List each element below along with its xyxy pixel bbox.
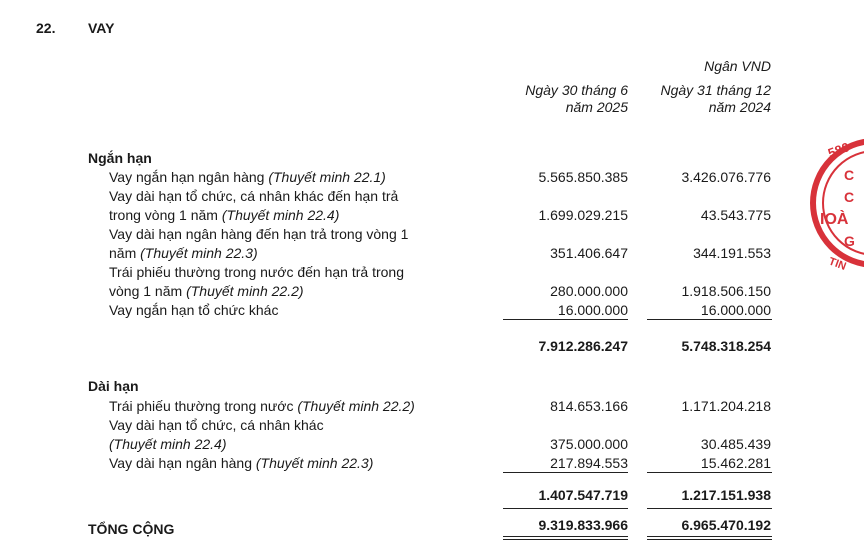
table-cell-value: 1.918.506.150 — [681, 283, 771, 299]
col2-header-line1: Ngày 31 tháng 12 — [660, 82, 771, 98]
long-term-total: 1.217.151.938 — [681, 487, 771, 503]
subtotal-rule — [503, 319, 628, 320]
table-cell-value: 375.000.000 — [550, 436, 628, 452]
table-row-label: Vay ngắn hạn tổ chức khác — [109, 302, 279, 318]
svg-text:C: C — [844, 167, 855, 183]
svg-text:TIN: TIN — [826, 255, 848, 273]
col1-header-line2: năm 2025 — [565, 99, 628, 115]
table-row-label: Vay ngắn hạn ngân hàng (Thuyết minh 22.1) — [109, 169, 386, 185]
total-rule — [503, 508, 628, 509]
short-term-total: 7.912.286.247 — [538, 338, 628, 354]
long-term-total: 1.407.547.719 — [538, 487, 628, 503]
table-cell-value: 344.191.553 — [693, 245, 771, 261]
company-seal-stamp — [800, 118, 864, 298]
table-row-label: vòng 1 năm (Thuyết minh 22.2) — [109, 283, 304, 299]
subtotal-rule — [503, 472, 628, 473]
short-term-total: 5.748.318.254 — [681, 338, 771, 354]
subtotal-rule — [647, 319, 772, 320]
table-row-label: Vay dài hạn tổ chức, cá nhân khác — [109, 417, 324, 433]
svg-text:C: C — [844, 189, 855, 205]
col1-header-line1: Ngày 30 tháng 6 — [525, 82, 628, 98]
table-row-label: (Thuyết minh 22.4) — [109, 436, 227, 452]
double-rule — [647, 539, 772, 540]
double-rule — [503, 539, 628, 540]
table-cell-value: 15.462.281 — [700, 455, 771, 471]
double-rule — [503, 536, 628, 537]
table-cell-value: 217.894.553 — [550, 455, 628, 471]
table-cell-value: 280.000.000 — [550, 283, 628, 299]
table-cell-value: 5.565.850.385 — [538, 169, 628, 185]
table-row-label: Trái phiếu thường trong nước (Thuyết minh 22.2) — [109, 398, 415, 414]
subtotal-rule — [647, 472, 772, 473]
svg-text:IOÀ: IOÀ — [820, 211, 849, 228]
table-cell-value: 16.000.000 — [557, 302, 628, 318]
table-cell-value: 1.171.204.218 — [681, 398, 771, 414]
table-row-label: năm (Thuyết minh 22.3) — [109, 245, 258, 261]
col2-header-line2: năm 2024 — [708, 99, 771, 115]
section-number: 22. — [36, 20, 56, 36]
svg-text:580: 580 — [825, 139, 852, 161]
table-row-label: Vay dài hạn ngân hàng đến hạn trả trong vòng 1 — [109, 226, 409, 242]
table-cell-value: 16.000.000 — [700, 302, 771, 318]
table-cell-value: 30.485.439 — [700, 436, 771, 452]
table-row-label: Trái phiếu thường trong nước đến hạn trả trong — [109, 264, 404, 280]
short-term-heading: Ngắn hạn — [88, 150, 152, 166]
table-cell-value: 3.426.076.776 — [681, 169, 771, 185]
grand-total-value: 6.965.470.192 — [681, 517, 771, 533]
table-row-label: trong vòng 1 năm (Thuyết minh 22.4) — [109, 207, 340, 223]
grand-total-value: 9.319.833.966 — [538, 517, 628, 533]
table-row-label: Vay dài hạn ngân hàng (Thuyết minh 22.3) — [109, 455, 374, 471]
table-row-label: Vay dài hạn tổ chức, cá nhân khác đến hạn trả — [109, 188, 399, 204]
table-cell-value: 43.543.775 — [700, 207, 771, 223]
long-term-heading: Dài hạn — [88, 378, 139, 394]
svg-text:G: G — [844, 233, 855, 249]
table-cell-value: 814.653.166 — [550, 398, 628, 414]
total-rule — [647, 508, 772, 509]
double-rule — [647, 536, 772, 537]
unit-label: Ngân VND — [704, 58, 771, 74]
grand-total-label: TỔNG CỘNG — [88, 521, 175, 537]
section-title: VAY — [88, 20, 115, 36]
table-cell-value: 1.699.029.215 — [538, 207, 628, 223]
table-cell-value: 351.406.647 — [550, 245, 628, 261]
